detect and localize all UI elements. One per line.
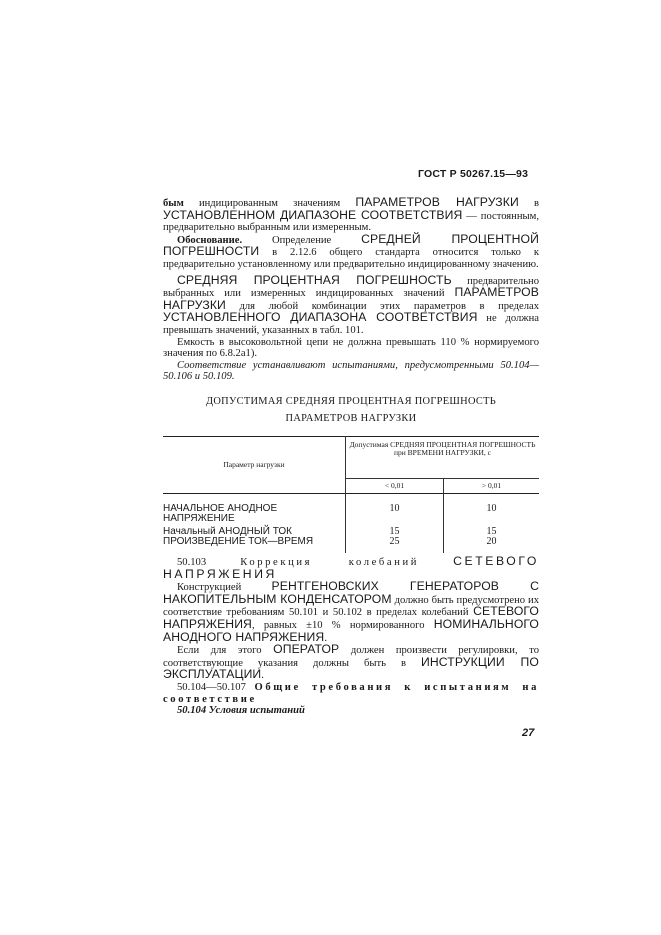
paragraph-1: бым индицированным значениям ПАРАМЕТРОВ НАГРУЗКИ в УСТАНОВЛЕННОМ ДИАПАЗОНЕ СООТВЕТСТВИЯ — постоянным, предварительно выбранным или измеренным. bbox=[163, 195, 540, 234]
paragraph-operator: Если для этого ОПЕРАТОР должен произвести регулировки, то соответствующие указания должны быть в ИНСТРУКЦИИ ПО ЭКСПЛУАТАЦИИ. bbox=[163, 642, 539, 682]
section-continuation bbox=[163, 197, 539, 553]
section-heading-50-104-107: 50.104—50.107 Общие требования к испытаниям на соответствие bbox=[163, 681, 539, 705]
subsection-heading-50-104: 50.104 Условия испытаний bbox=[177, 705, 305, 717]
table-row: ПРОИЗВЕДЕНИЕ ТОК—ВРЕМЯ 25 20 bbox=[163, 537, 539, 553]
table-row: НАЧАЛЬНОЕ АНОДНОЕ НАПРЯЖЕНИЕ 10 10 bbox=[163, 493, 539, 524]
error-table bbox=[163, 436, 539, 553]
table-row: Начальный АНОДНЫЙ ТОК 15 15 bbox=[163, 525, 497, 537]
paragraph-3: СРЕДНЯЯ ПРОЦЕНТНАЯ ПОГРЕШНОСТЬ предварительно выбранных или измеренных индицированных значений ПАРАМЕТРОВ НАГРУЗКИ для любой комбинации этих параметров в пределах УСТАНОВЛЕННОГО ДИАПАЗОНА СООТВЕТСТВИЯ не должна превышать значений, указанных в табл. 101. bbox=[163, 272, 539, 336]
paragraph-capacitance: Емкость в высоковольтной цепи не должна превышать 110 % нормируемого значения по 6.8.2а1). bbox=[163, 336, 539, 360]
subcolumn-lt: < 0,01 bbox=[346, 478, 444, 493]
paragraph-compliance: Соответствие устанавливают испытаниями, предусмотренными 50.104—50.106 и 50.109. bbox=[163, 359, 539, 383]
column-header-group: Допустимая СРЕДНЯЯ ПРОЦЕНТНАЯ ПОГРЕШНОСТЬ при ВРЕМЕНИ НАГРУЗКИ, с bbox=[346, 436, 540, 478]
paragraph-design-requirement: Конструкцией РЕНТГЕНОВСКИХ ГЕНЕРАТОРОВ С НАКОПИТЕЛЬНЫМ КОНДЕНСАТОРОМ должно быть предусмотрено их соответствие требованиям 50.101 и 50.102 в пределах колебаний СЕТЕВОГО НАПРЯЖЕНИЯ, равных ±10 % нормированного НОМИНАЛЬНОГО АНОДНОГО НАПРЯЖЕНИЯ. bbox=[163, 579, 539, 644]
document-code-header: ГОСТ Р 50267.15—93 bbox=[418, 168, 529, 180]
subcolumn-gt: > 0,01 bbox=[481, 481, 502, 491]
page-number: 27 bbox=[522, 727, 535, 739]
table-title: ДОПУСТИМАЯ СРЕДНЯЯ ПРОЦЕНТНАЯ ПОГРЕШНОСТЬ ПАРАМЕТРОВ НАГРУЗКИ bbox=[205, 395, 497, 424]
paragraph-rationale: Обоснование. Определение СРЕДНЕЙ ПРОЦЕНТНОЙ ПОГРЕШНОСТИ в 2.12.6 общего стандарта относится только к предварительно установленному или предварительно индицированному значению. bbox=[163, 231, 539, 270]
section-50-103 bbox=[163, 556, 539, 717]
column-header-parameter: Параметр нагрузки bbox=[163, 436, 346, 493]
section-heading-50-103: 50.103 Коррекция колебаний СЕТЕВОГО НАПРЯЖЕНИЯ bbox=[163, 554, 539, 581]
